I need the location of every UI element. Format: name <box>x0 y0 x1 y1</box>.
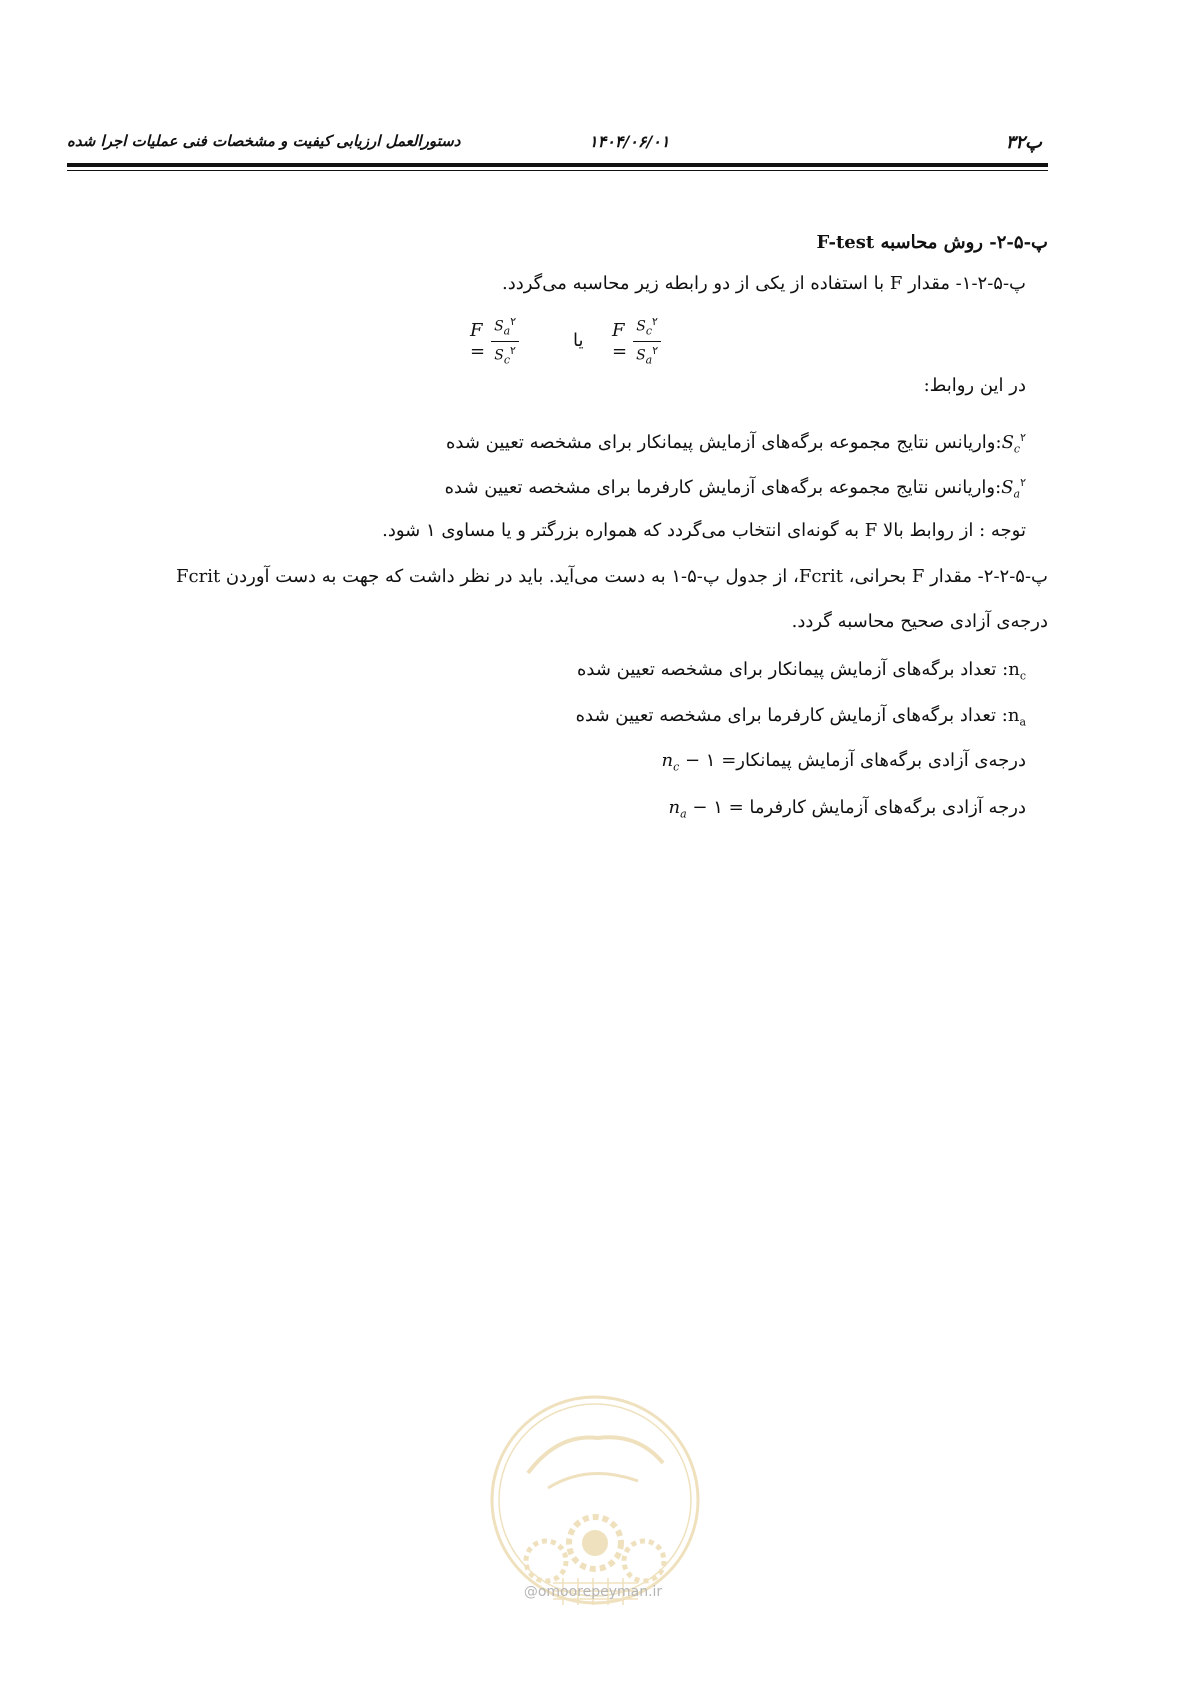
sa-definition: $S_a^۲:واریانس$ نتایج مجموعه برگه‌های آزمایش کارفرما برای مشخصه تعیین شده <box>444 476 1026 501</box>
paragraph-fcrit-line1: پ-۵-۲-۲- مقدار F بحرانی، Fcrit، از جدول پ-۵-۱ به دست می‌آید. باید در نظر داشت که جهت به دست آوردن Fcrit <box>176 566 1048 587</box>
formula-sa-over-sc: F = $\frac{S_a^۲}{S_c^۲}$ <box>470 316 519 366</box>
dof-contractor-label: درجه‌ی آزادی برگه‌های آزمایش پیمانکار= <box>721 750 1026 771</box>
na-definition: $n_a$: تعداد برگه‌های آزمایش کارفرما برای مشخصه تعیین شده <box>575 705 1026 729</box>
na-definition-text: : تعداد برگه‌های آزمایش کارفرما برای مشخصه تعیین شده <box>575 705 1008 726</box>
sc-definition: $S_c^۲:واریانس$ نتایج مجموعه برگه‌های آزمایش پیمانکار برای مشخصه تعیین شده <box>445 431 1026 456</box>
note-text: توجه : از روابط بالا F به گونه‌ای انتخاب می‌گردد که همواره بزرگتر و یا مساوی ۱ شود. <box>382 520 1026 541</box>
dof-employer-value: ۱ − <box>692 797 723 818</box>
dof-contractor: درجه‌ی آزادی برگه‌های آزمایش پیمانکار= ۱ − $n_c$ <box>661 750 1026 774</box>
header-date: ۱۴۰۴/۰۶/۰۱ <box>589 132 670 151</box>
dof-employer: درجه آزادی برگه‌های آزمایش کارفرما = ۱ − $n_a$ <box>668 797 1026 821</box>
nc-definition: $n_c$: تعداد برگه‌های آزمایش پیمانکار برای مشخصه تعیین شده <box>576 659 1026 683</box>
sa-definition-text: :واریانس نتایج مجموعه برگه‌های آزمایش کارفرما برای مشخصه تعیین شده <box>444 477 1002 498</box>
dof-employer-label: درجه آزادی برگه‌های آزمایش کارفرما = <box>728 797 1026 818</box>
nc-definition-text: : تعداد برگه‌های آزمایش پیمانکار برای مشخصه تعیین شده <box>576 659 1009 680</box>
page-number: پ۳۲ <box>1005 132 1042 153</box>
header-rule-thick <box>67 163 1048 167</box>
section-heading: پ-۵-۲- روش محاسبه F-test <box>816 232 1048 253</box>
paragraph-fcrit-line2: درجه‌ی آزادی صحیح محاسبه گردد. <box>791 611 1048 632</box>
watermark-url: @omoorepeyman.ir <box>523 1584 663 1600</box>
formula-or: یا <box>573 330 584 351</box>
paragraph-f-value: پ-۵-۲-۱- مقدار F با استفاده از یکی از دو رابطه زیر محاسبه می‌گردد. <box>501 273 1026 294</box>
formula-sc-over-sa: F = $\frac{S_c^۲}{S_a^۲}$ <box>612 316 661 366</box>
header-title: دستورالعمل ارزیابی کیفیت و مشخصات فنی عملیات اجرا شده <box>67 132 461 150</box>
page-header <box>67 128 1048 156</box>
sc-definition-text: :واریانس نتایج مجموعه برگه‌های آزمایش پیمانکار برای مشخصه تعیین شده <box>445 432 1002 453</box>
dof-contractor-value: ۱ − <box>684 750 716 771</box>
in-relations-label: در این روابط: <box>923 375 1026 396</box>
header-rule-thin <box>67 170 1048 171</box>
